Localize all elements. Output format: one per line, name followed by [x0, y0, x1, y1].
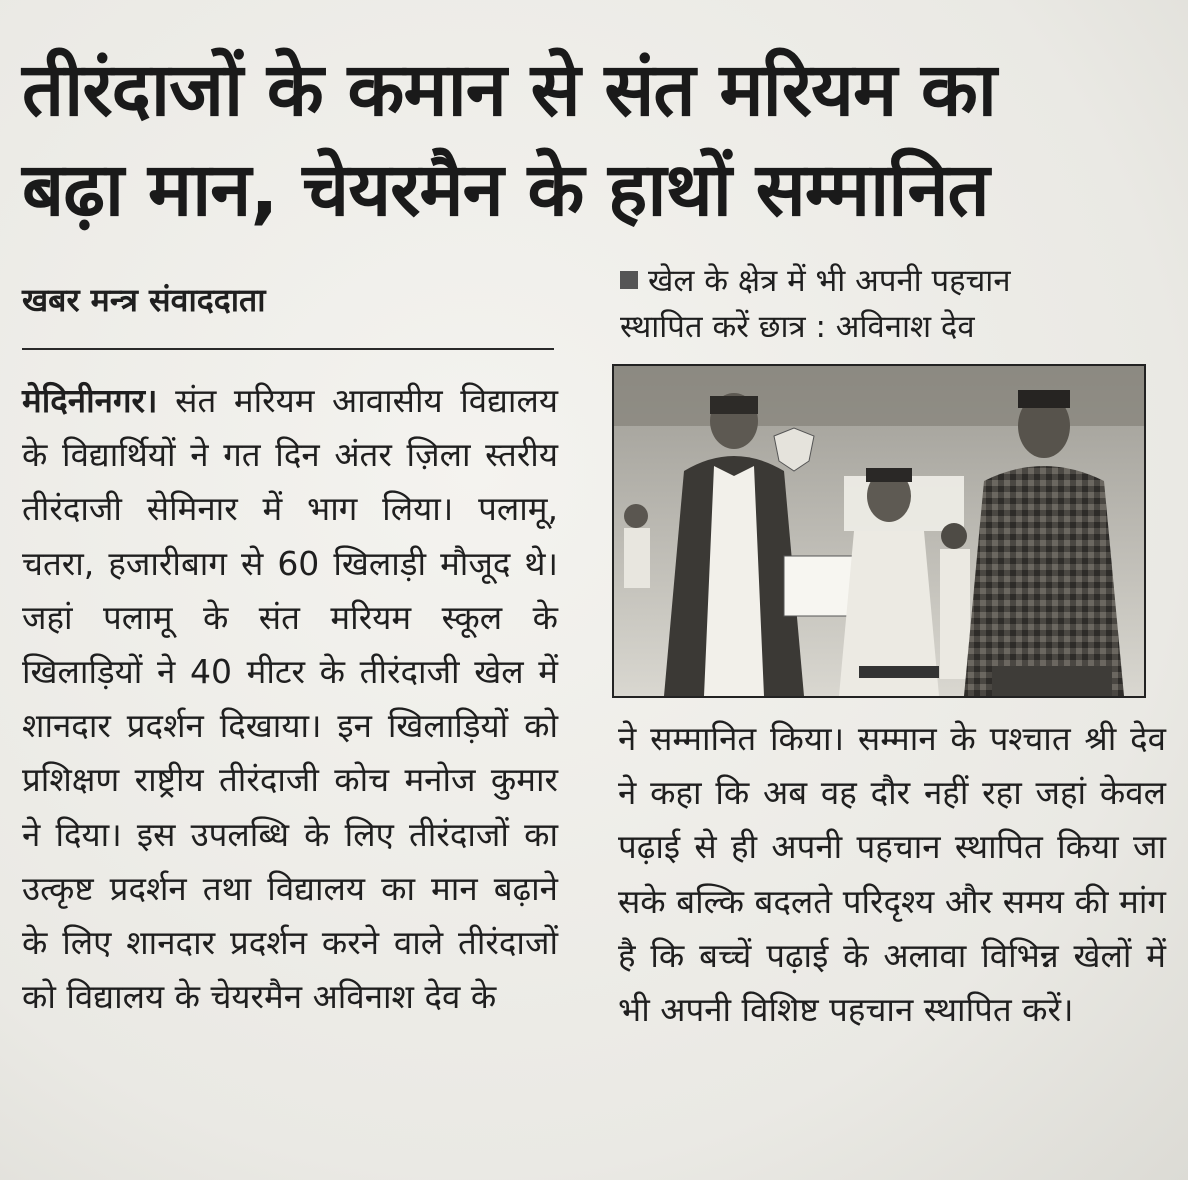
- subheadline-line-1: [620, 258, 1140, 304]
- headline-line-1: तीरंदाजों के कमान से संत मरियम का: [22, 47, 996, 133]
- dateline: मेदिनीनगर।: [22, 381, 158, 420]
- subheadline: [620, 258, 1140, 350]
- article-column-left: [22, 374, 558, 1024]
- article-column-right: ने सम्मानित किया। सम्मान के पश्चात श्री देव ने कहा कि अब वह दौर नहीं रहा जहां केवल पढ़ाई से ही अपनी पहचान स्थापित किया जा सके बल्कि बदलते परिदृश्य और समय की मांग है कि बच्चें पढ़ाई के अलावा विभिन्न खेलों में भी अपनी विशिष्ट पहचान स्थापित करें।: [618, 719, 1166, 1030]
- subheadline-line-2: स्थापित करें छात्र : अविनाश देव: [620, 309, 975, 345]
- byline: खबर मन्त्र संवाददाता: [22, 281, 266, 319]
- award-ceremony-photo: [614, 366, 1144, 696]
- square-bullet-icon: [620, 271, 638, 289]
- subheadline-text-1: खेल के क्षेत्र में भी अपनी पहचान: [648, 263, 1011, 299]
- headline-line-2: बढ़ा मान, चेयरमैन के हाथों सम्मानित: [22, 147, 989, 233]
- byline-divider: [22, 348, 554, 350]
- article-photo: [612, 364, 1146, 698]
- headline: [22, 40, 1172, 240]
- article-text-left: संत मरियम आवासीय विद्यालय के विद्यार्थियों ने गत दिन अंतर ज़िला स्तरीय तीरंदाजी सेमिनार में भाग लिया। पलामू, चतरा, हजारीबाग से 60 खिलाड़ी मौजूद थे। जहां पलामू के संत मरियम स्कूल के खिलाड़ियों ने 40 मीटर के तीरंदाजी खेल में शानदार प्रदर्शन दिखाया। इन खिलाड़ियों को प्रशिक्षण राष्ट्रीय तीरंदाजी कोच मनोज कुमार ने दिया। इस उपलब्धि के लिए तीरंदाजों का उत्कृष्ट प्रदर्शन तथा विद्यालय का मान बढ़ाने के लिए शानदार प्रदर्शन करने वाले तीरंदाजों को विद्यालय के चेयरमैन अविनाश देव के: [22, 381, 558, 1017]
